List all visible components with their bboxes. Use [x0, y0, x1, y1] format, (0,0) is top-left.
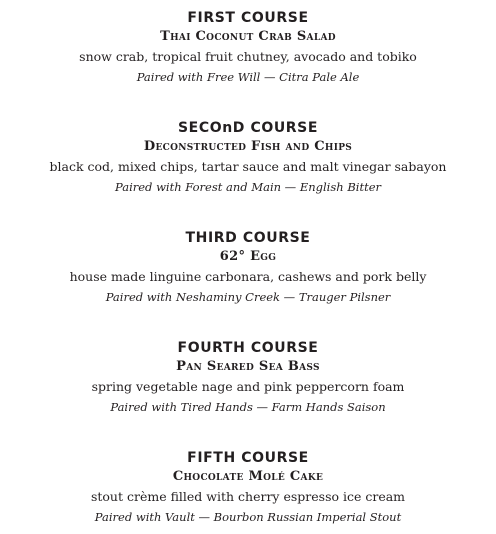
course-section-third [0, 229, 496, 307]
beer-pairing: Paired with Free Will — Citra Pale Ale [136, 70, 360, 84]
course-title: SECOnD COURSE [177, 120, 319, 136]
beer-pairing: Paired with Vault — Bourbon Russian Imperial Stout [94, 510, 402, 524]
beer-pairing: Paired with Tired Hands — Farm Hands Saison [110, 400, 386, 414]
dish-description: stout crème filled with cherry espresso ice cream [90, 489, 406, 504]
course-section-fourth [0, 339, 496, 417]
dish-name: Deconstructed Fish and Chips [143, 139, 353, 154]
beer-pairing: Paired with Forest and Main — English Bitter [115, 180, 381, 194]
dish-name: Pan Seared Sea Bass [176, 359, 320, 374]
course-section-first [0, 9, 496, 87]
dish-description: house made linguine carbonara, cashews and pork belly [69, 269, 427, 284]
course-title: FIFTH COURSE [187, 450, 309, 466]
dish-name: 62° Egg [219, 249, 277, 264]
dish-description: spring vegetable nage and pink peppercorn foam [91, 379, 405, 394]
dish-description: black cod, mixed chips, tartar sauce and malt vinegar sabayon [49, 159, 447, 174]
course-title: FIRST COURSE [187, 10, 309, 26]
course-title: THIRD COURSE [185, 230, 311, 246]
course-section-fifth [0, 449, 496, 527]
course-title: FOURTH COURSE [177, 340, 319, 356]
dish-name: Thai Coconut Crab Salad [160, 29, 336, 44]
dish-description: snow crab, tropical fruit chutney, avocado and tobiko [79, 49, 417, 64]
course-section-second [0, 119, 496, 197]
beer-pairing: Paired with Neshaminy Creek — Trauger Pilsner [105, 290, 391, 304]
dish-name: Chocolate Molé Cake [172, 469, 324, 484]
